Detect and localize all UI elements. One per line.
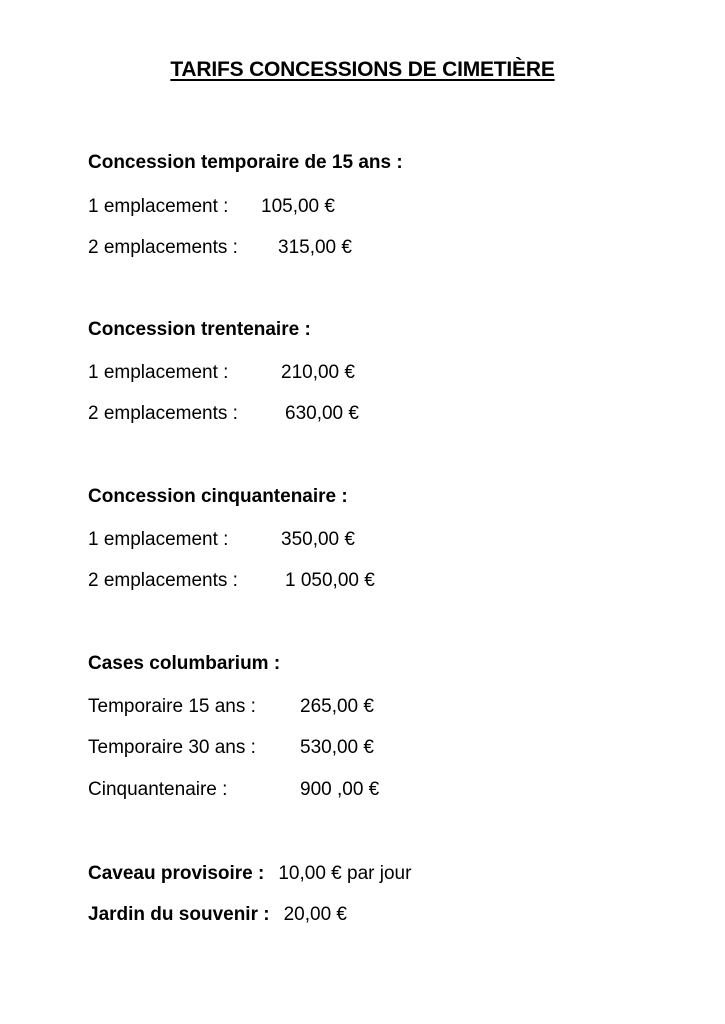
row-price: 350,00 € (281, 529, 355, 550)
price-row-trentenaire-2 (88, 402, 359, 426)
price-row-cinquantenaire-2 (88, 569, 375, 593)
row-label: Temporaire 15 ans : (88, 696, 256, 717)
caveau-provisoire-row (88, 862, 411, 886)
row-price: 630,00 € (285, 403, 359, 424)
price-row-cinquantenaire-1 (88, 528, 355, 552)
row-label: 2 emplacements : (88, 403, 238, 424)
price-row-columbarium-3 (88, 778, 380, 802)
section-heading-cinquantenaire: Concession cinquantenaire : (88, 486, 348, 507)
row-label: 1 emplacement : (88, 362, 229, 383)
price-row-temporaire-1 (88, 195, 335, 219)
caveau-price: 10,00 € par jour (278, 863, 412, 884)
section-heading-trentenaire: Concession trentenaire : (88, 319, 311, 340)
caveau-label: Caveau provisoire : (88, 863, 265, 884)
price-row-temporaire-2 (88, 236, 352, 260)
row-price: 1 050,00 € (285, 570, 375, 591)
section-heading-temporaire: Concession temporaire de 15 ans : (88, 152, 403, 173)
row-label: 2 emplacements : (88, 570, 238, 591)
jardin-souvenir-row (88, 903, 347, 927)
row-label: 1 emplacement : (88, 196, 229, 217)
price-row-columbarium-2 (88, 736, 374, 760)
row-price: 265,00 € (300, 696, 374, 717)
row-price: 105,00 € (261, 196, 335, 217)
page-title: TARIFS CONCESSIONS DE CIMETIÈRE (170, 58, 555, 81)
price-row-columbarium-1 (88, 695, 374, 719)
row-price: 315,00 € (278, 237, 352, 258)
row-price: 530,00 € (300, 737, 374, 758)
price-row-trentenaire-1 (88, 361, 355, 385)
row-label: 2 emplacements : (88, 237, 238, 258)
row-label: Cinquantenaire : (88, 779, 228, 800)
jardin-price: 20,00 € (283, 904, 347, 925)
row-label: Temporaire 30 ans : (88, 737, 256, 758)
section-heading-columbarium: Cases columbarium : (88, 653, 281, 674)
jardin-label: Jardin du souvenir : (88, 904, 270, 925)
row-label: 1 emplacement : (88, 529, 229, 550)
row-price: 900 ,00 € (300, 779, 380, 800)
row-price: 210,00 € (281, 362, 355, 383)
